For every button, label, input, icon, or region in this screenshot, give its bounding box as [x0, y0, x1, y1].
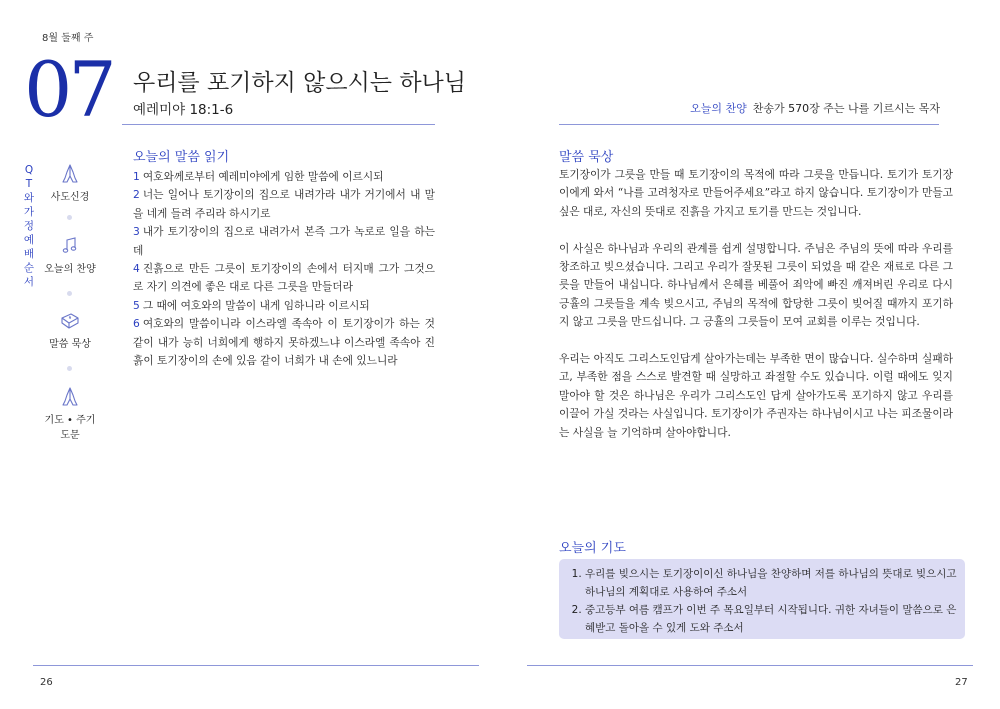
step-label: 사도신경 [50, 192, 90, 203]
prayer-heading: 오늘의 기도 [559, 541, 626, 556]
verse [133, 223, 435, 260]
step-label: 말씀 묵상 [49, 339, 91, 350]
footer-divider-left [33, 665, 479, 666]
verse-text: 그 때에 여호와의 말씀이 내게 임하니라 이르시되 [142, 298, 370, 312]
prayer-item: 1. 우리를 빚으시는 토기장이이신 하나님을 찬양하며 저를 하나님의 뜻대로 빚으시고 하나님의 계획대로 사용하여 주소서 [585, 565, 965, 601]
verse [133, 260, 435, 297]
step-dot [67, 215, 72, 220]
meditation-paragraph: 토기장이가 그릇을 만들 때 토기장이의 목적에 따라 그릇을 만듭니다. 토기가 토기장이에게 와서 “나를 고려청자로 만들어주세요”라고 하지 않습니다. 토기장이가 만들고 싶은 대로, 자신의 뜻대로 진흙을 가지고 토기를 만드는 것입니다. [559, 168, 953, 218]
music-note-icon [59, 235, 81, 257]
verse-text: 내가 토기장이의 집으로 내려가서 본즉 그가 녹로로 일을 하는데 [133, 225, 435, 257]
verse-text: 너는 일어나 토기장이의 집으로 내려가라 내가 거기에서 내 말을 네게 들려 주리라 하시기로 [133, 188, 435, 220]
verse [133, 168, 435, 186]
prayer-list [559, 565, 965, 637]
verse-text: 진흙으로 만든 그릇이 토기장이의 손에서 터지매 그가 그것으로 자기 의견에 좋은 대로 다른 그릇을 만들더라 [133, 262, 435, 294]
meditation-paragraph: 우리는 아직도 그리스도인답게 살아가는데는 부족한 면이 많습니다. 실수하며 실패하고, 부족한 점을 스스로 발견할 때 실망하고 좌절할 수도 있습니다. 이럴 때에도 잊지 말아야 할 것은 하나님은 우리가 그리스도인 답게 살아가도록 포기하지 않고 우리를 이끌어 가실 것라는 사실입니다. 토기장이가 주권자는 하나님이시고 나는 피조물이라는 사실을 늘 기억하며 살아야합니다. [559, 352, 953, 439]
step-label: 기도 • 주기도문 [44, 415, 96, 441]
page-number-right: 27 [955, 677, 968, 688]
verse-number: 3 [133, 225, 140, 239]
step-prayer [40, 386, 100, 441]
qt-order-label: QT와 가정예배 순서 [23, 164, 35, 288]
prayer-box [559, 559, 965, 639]
step-dot [67, 291, 72, 296]
verse-number: 2 [133, 188, 140, 202]
praying-hands-icon [59, 163, 81, 185]
hymn-label: 오늘의 찬양 [690, 102, 747, 115]
lesson-number: 07 [24, 45, 113, 134]
verse [133, 186, 435, 223]
footer-divider-right [527, 665, 973, 666]
today-hymn [690, 100, 940, 116]
step-meditation [40, 310, 100, 350]
week-label: 8월 둘째 주 [42, 33, 94, 44]
reading-heading: 오늘의 말씀 읽기 [133, 150, 230, 165]
step-apostles-creed [40, 163, 100, 203]
meditation-heading: 말씀 묵상 [559, 150, 614, 165]
prayer-item: 2. 중고등부 여름 캠프가 이번 주 목요일부터 시작됩니다. 귀한 자녀들이 말씀으로 은혜받고 돌아올 수 있게 도와 주소서 [585, 601, 965, 637]
meditation-body [559, 166, 953, 460]
verse [133, 315, 435, 370]
meditation-paragraph: 이 사실은 하나님과 우리의 관계를 쉽게 설명합니다. 주님은 주님의 뜻에 따라 우리를 창조하고 빚으셨습니다. 그리고 우리가 잘못된 그릇이 되었을 때 같은 재료로 다른 그릇을 만들어 내십니다. 하나님께서 은혜를 베풀어 죄악에 빠진 깨져버린 우리로 다시 긍휼의 그릇들을 계속 빚으시고, 주님의 목적에 합당한 그릇이 빚어질 때까지 포기하지 않고 그릇을 만드십니다. 그 긍휼의 그릇들이 모여 교회를 이루는 것입니다. [559, 241, 953, 329]
verse-text: 여호와께로부터 예레미야에게 임한 말씀에 이르시되 [142, 170, 384, 183]
hymn-text: 찬송가 570장 주는 나를 기르시는 목자 [752, 102, 940, 115]
step-dot [67, 366, 72, 371]
verse-number: 1 [133, 170, 140, 183]
verse-number: 6 [133, 317, 140, 331]
step-today-hymn [40, 235, 100, 275]
verse-text: 여호와의 말씀이니라 이스라엘 족속아 이 토기장이가 하는 것 같이 내가 능히 너희에게 행하지 못하겠느냐 이스라엘 족속아 진흙이 토기장이의 손에 있음 같이 너희가 내 손에 있느니라 [133, 317, 435, 368]
header-divider-right [559, 124, 939, 125]
verse-number: 5 [133, 298, 140, 312]
bible-book-icon [59, 310, 81, 332]
page-title: 우리를 포기하지 않으시는 하나님 [133, 70, 466, 96]
header-divider-left [122, 124, 435, 125]
page-number-left: 26 [40, 677, 53, 688]
verse-number: 4 [133, 262, 140, 276]
scripture-verses [133, 168, 435, 370]
praying-hands-icon [59, 386, 81, 408]
step-label: 오늘의 찬양 [44, 264, 96, 275]
verse [133, 297, 435, 315]
scripture-passage: 예레미야 18:1-6 [133, 102, 234, 118]
